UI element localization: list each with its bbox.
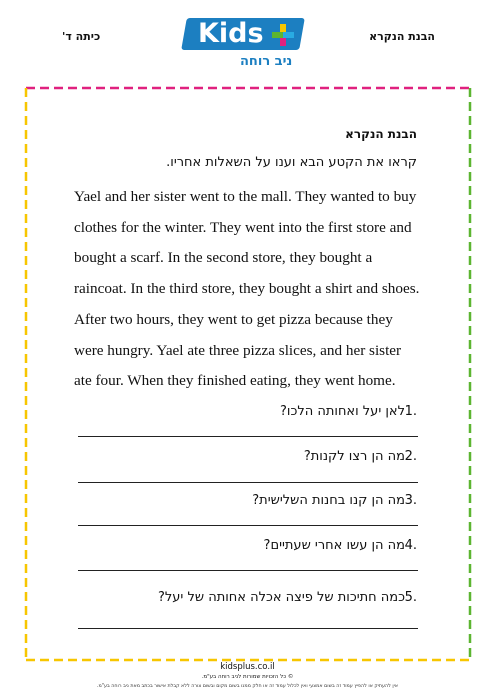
answer-line[interactable] xyxy=(78,436,418,437)
grade-label: כיתה ד' xyxy=(62,30,101,43)
logo-subtitle: ניב רוחה xyxy=(240,54,293,69)
topic-label: הבנת הנקרא xyxy=(369,30,435,43)
answer-line[interactable] xyxy=(78,482,418,483)
instruction: קראו את הקטע הבא וענו על השאלות אחריו. xyxy=(166,155,417,170)
plus-icon xyxy=(272,24,294,46)
answer-line[interactable] xyxy=(78,525,418,526)
question-number: 4. xyxy=(404,538,417,553)
answer-line[interactable] xyxy=(78,628,418,629)
question-number: 2. xyxy=(404,449,417,464)
kidsplus-logo xyxy=(184,18,312,70)
footer-legal: אין להעתיק או להפיץ עמוד זה בשום אמצעי ואין לכלול עמוד זה או חלק ממנו בשום מקום ובשום צורה ללא קבלת אישור בכתב מאת ניב רוחה בע"מ. xyxy=(96,684,399,689)
footer-site[interactable]: kidsplus.co.il xyxy=(220,662,275,672)
answer-line[interactable] xyxy=(78,570,418,571)
logo-text: Kids xyxy=(198,18,264,49)
question-number: 5. xyxy=(404,590,417,605)
question-text: מה הן קנו בחנות השלישית? xyxy=(252,493,405,508)
question-number: 3. xyxy=(404,493,417,508)
question-text: מה הן עשו אחרי שעתיים? xyxy=(263,538,405,553)
question-number: 1. xyxy=(404,404,417,419)
reading-passage: Yael and her sister went to the mall. They wanted to buy clothes for the winter. They went into the first store and bought a scarf. In the second store, they bought a raincoat. In the third store, they bought a shirt and shoes. After two hours, they went to get pizza because they were hungry. Yael ate three pizza slices, and her sister ate four. When they finished eating, they went home. xyxy=(74,188,420,390)
question-text: כמה חתיכות של פיצה אכלה אחותה של יעל? xyxy=(158,590,405,605)
question-text: לאן יעל ואחותה הלכו? xyxy=(280,404,405,419)
section-title: הבנת הנקרא xyxy=(345,127,417,141)
footer-rights: © כל הזכויות שמורות לניב רוחה בע"מ. xyxy=(201,674,294,680)
question-text: מה הן רצו לקנות? xyxy=(303,449,405,464)
